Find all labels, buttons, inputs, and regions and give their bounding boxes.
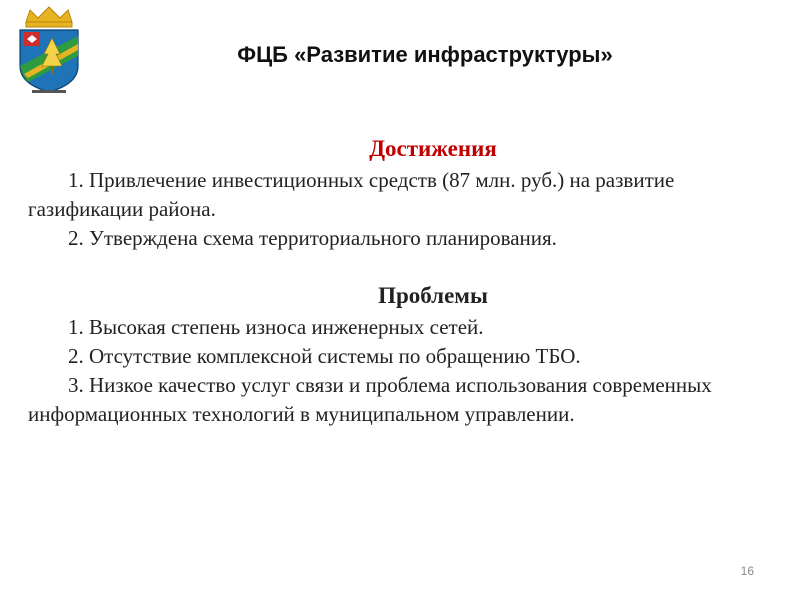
achievements-heading: Достижения bbox=[369, 136, 497, 161]
slide-title: ФЦБ «Развитие инфраструктуры» bbox=[237, 42, 613, 67]
slide-body bbox=[28, 132, 778, 429]
problem-item-3: 3. Низкое качество услуг связи и проблема использования современных информационных технологий в муниципальном управлении. bbox=[28, 373, 712, 426]
problem-item-2: 2. Отсутствие комплексной системы по обращению ТБО. bbox=[68, 344, 581, 368]
problem-item-1: 1. Высокая степень износа инженерных сетей. bbox=[68, 315, 484, 339]
achievement-item-2: 2. Утверждена схема территориального планирования. bbox=[68, 226, 557, 250]
problems-heading: Проблемы bbox=[378, 283, 488, 308]
achievement-item-1: 1. Привлечение инвестиционных средств (87 млн. руб.) на развитие газификации района. bbox=[28, 168, 675, 221]
page-number: 16 bbox=[740, 564, 754, 578]
